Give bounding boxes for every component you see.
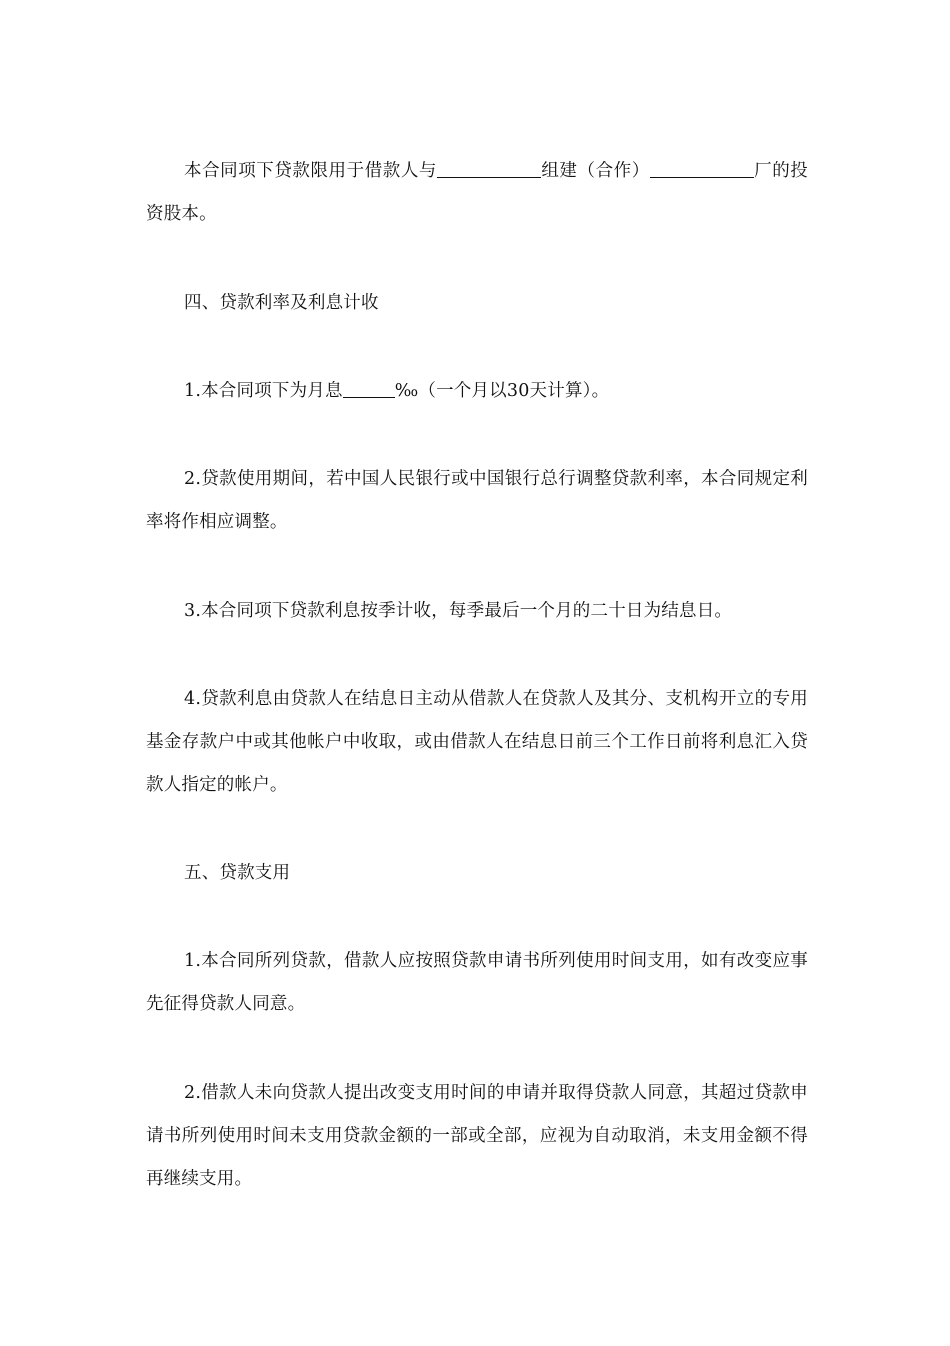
loan-purpose-text-1: 本合同项下贷款限用于借款人与 — [184, 161, 437, 181]
paragraph-drawdown-2: 2.借款人未向贷款人提出改变支用时间的申请并取得贷款人同意，其超过贷款申请书所列使用时间未支用贷款金额的一部或全部，应视为自动取消，未支用金额不得再继续支用。 — [146, 1083, 808, 1189]
paragraph-interest-3: 3.本合同项下贷款利息按季计收，每季最后一个月的二十日为结息日。 — [184, 601, 733, 621]
interest-1-text-2: ‰（一个月以30天计算）。 — [394, 381, 610, 401]
paragraph-drawdown-1: 1.本合同所列贷款，借款人应按照贷款申请书所列使用时间支用，如有改变应事先征得贷款人同意。 — [146, 951, 808, 1014]
interest-1-text-1: 1.本合同项下为月息 — [184, 381, 343, 401]
loan-purpose-text-2: 组建（合作） — [540, 161, 650, 181]
blank-field-factory — [650, 160, 754, 179]
blank-field-partner — [437, 160, 541, 179]
paragraph-interest-1 — [146, 370, 808, 413]
blank-field-monthly-rate — [343, 380, 395, 399]
paragraph-loan-purpose — [146, 150, 808, 236]
section-heading-interest: 四、贷款利率及利息计收 — [184, 293, 379, 313]
paragraph-interest-4: 4.贷款利息由贷款人在结息日主动从借款人在贷款人及其分、支机构开立的专用基金存款户中或其他帐户中收取，或由借款人在结息日前三个工作日前将利息汇入贷款人指定的帐户。 — [146, 689, 808, 795]
paragraph-interest-2: 2.贷款使用期间，若中国人民银行或中国银行总行调整贷款利率，本合同规定利率将作相应调整。 — [146, 469, 808, 532]
loan-purpose-text-3: 厂的投资股本。 — [146, 161, 808, 224]
section-heading-drawdown: 五、贷款支用 — [184, 863, 291, 883]
